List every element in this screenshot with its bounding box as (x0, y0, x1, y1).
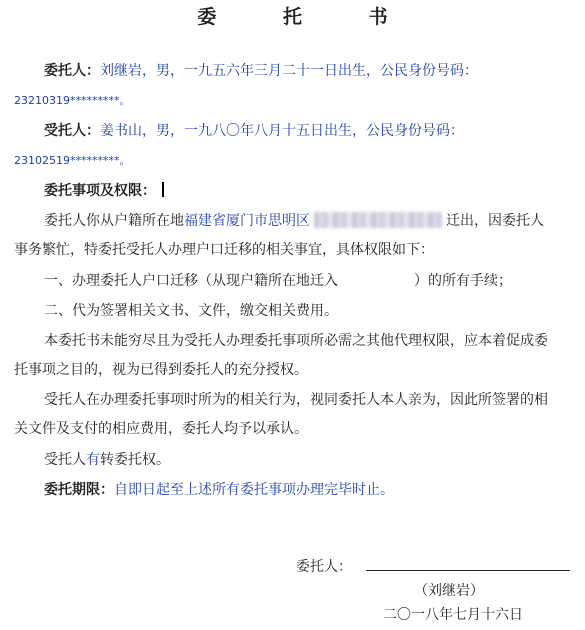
principal-line (44, 60, 478, 80)
agent-id: 23102519*********。 (14, 154, 131, 167)
transfer-suffix: 转委托权。 (100, 452, 170, 468)
item2: 二、代为签署相关文书、文件，缴交相关费用。 (44, 303, 338, 319)
transfer-line (44, 449, 170, 469)
matters-heading-line (44, 180, 164, 200)
document-title: 委 托 书 (197, 6, 418, 28)
paragraph2-line2: 托事项之目的，视为已得到委托人的充分授权。 (14, 362, 308, 378)
signature-line (296, 556, 570, 576)
transfer-highlight: 有 (86, 452, 100, 468)
term-label: 委托期限： (44, 482, 114, 498)
signature-label: 委托人： (296, 559, 352, 575)
paragraph1-prefix: 委托人你从户籍所在地 (44, 213, 184, 229)
paragraph1-location: 福建省厦门市思明区 (184, 213, 310, 229)
matters-heading: 委托事项及权限： (44, 183, 156, 199)
agent-info: 姜书山，男，一九八〇年八月十五日出生，公民身份号码： (100, 123, 464, 139)
signature-date: 二〇一八年七月十六日 (383, 607, 523, 623)
text-caret (162, 182, 164, 197)
principal-label: 委托人： (44, 63, 100, 79)
paragraph1-line2: 事务繁忙，特委托受托人办理户口迁移的相关事宜，具体权限如下： (14, 242, 434, 258)
signature-name: （刘继岩） (414, 583, 484, 599)
signature-underline (366, 556, 570, 571)
paragraph1-line1 (44, 210, 544, 230)
paragraph3-line2: 关文件及支付的相应费用，委托人均予以承认。 (14, 421, 308, 437)
item1-text: 一、办理委托人户口迁移（从现户籍所在地迁入 (44, 273, 338, 289)
term-line (44, 479, 394, 499)
paragraph3-line1: 受托人在办理委托事项时所为的相关行为，视同委托人本人亲为，因此所签署的相 (44, 392, 548, 408)
agent-label: 受托人： (44, 123, 100, 139)
paragraph2-line1: 本委托书未能穷尽且为受托人办理委托事项所必需之其他代理权限，应本着促成委 (44, 333, 548, 349)
item1-end: ）的所有手续； (414, 273, 512, 289)
term-text: 自即日起至上述所有委托事项办理完毕时止。 (114, 482, 394, 498)
principal-info: 刘继岩，男，一九五六年三月二十一日出生，公民身份号码： (100, 63, 478, 79)
paragraph1-suffix: 迁出，因委托人 (446, 213, 544, 229)
item1 (44, 270, 512, 290)
principal-id: 23210319*********。 (14, 94, 131, 107)
transfer-prefix: 受托人 (44, 452, 86, 468)
agent-line (44, 120, 464, 140)
redacted-address (314, 212, 442, 228)
